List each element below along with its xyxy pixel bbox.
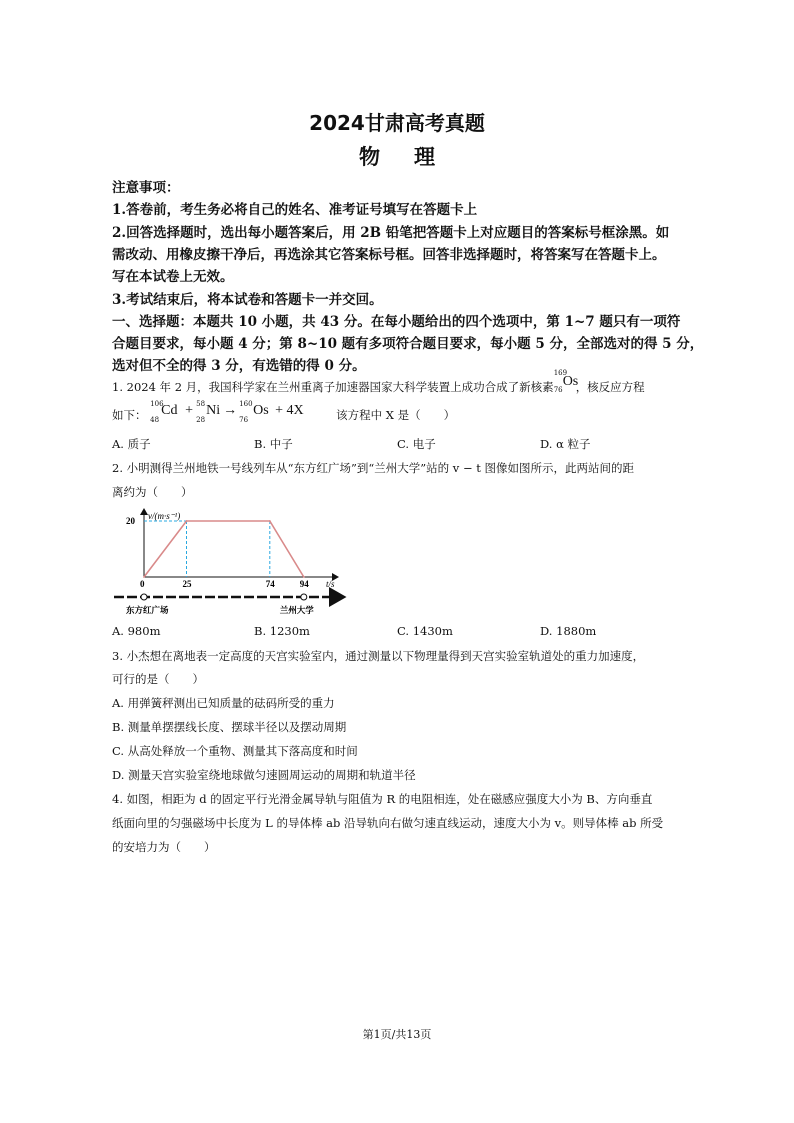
q3-line-1: 3. 小杰想在离地表一定高度的天宫实验室内，通过测量以下物理量得到天宫实验室轨道处的重力加速度， (112, 649, 645, 663)
q1-text: 1. 2024 年 2 月，我国科学家在兰州重离子加速器国家大科学装置上成功合成了新核素 (112, 380, 554, 394)
y-tick-label: 20 (126, 516, 135, 526)
note-line-2: 2.回答选择题时，选出每小题答案后，用 2B 铅笔把答题卡上对应题目的答案标号框涂黑。如 (112, 225, 670, 241)
q2-line-1: 2. 小明测得兰州地铁一号线列车从“东方红广场”到“兰州大学”站的 v − t 图像如图所示，此两站间的距 (112, 461, 635, 475)
q2-option-d[interactable]: D. 1880m (540, 624, 597, 638)
y-axis-label: v/(m·s⁻¹) (148, 511, 181, 521)
note-line-1: 1.答卷前，考生务必将自己的姓名、准考证号填写在答题卡上 (112, 202, 478, 218)
subject-title: 物理 (359, 145, 469, 169)
q1-option-b[interactable]: B. 中子 (254, 437, 293, 451)
note-line-5: 3.考试结束后，将本试卷和答题卡一并交回。 (112, 292, 383, 308)
q2-option-c[interactable]: C. 1430m (397, 624, 453, 638)
start-station-label: 东方红广场 (126, 606, 169, 616)
q1-option-a[interactable]: A. 质子 (112, 437, 151, 451)
q3-line-2: 可行的是（ ） (112, 672, 204, 686)
note-line-4: 写在本试卷上无效。 (112, 269, 234, 285)
q2-line-2: 离约为（ ） (112, 485, 193, 499)
section-line-1: 一、选择题：本题共 10 小题，共 43 分。在每小题给出的四个选项中，第 1~7 题只有一项符 (112, 314, 681, 330)
q1-text-end: ，核反应方程 (575, 380, 645, 394)
x-axis-label: t/s (326, 579, 335, 589)
q1-option-d[interactable]: D. α 粒子 (540, 437, 591, 451)
x-tick-label: 74 (265, 579, 275, 589)
q4-line-2: 纸面向里的匀强磁场中长度为 L 的导体棒 ab 沿导轨向右做匀速直线运动，速度大小为 v。则导体棒 ab 所受 (112, 816, 664, 830)
x-tick-label: 94 (299, 579, 309, 589)
q1-option-c[interactable]: C. 电子 (397, 437, 436, 451)
q3-option-b[interactable]: B. 测量单摆摆线长度、摆球半径以及摆动周期 (112, 720, 347, 734)
q2-option-b[interactable]: B. 1230m (254, 624, 310, 638)
page-number: 第1页/共13页 (362, 1028, 432, 1041)
x-tick-label: 25 (182, 579, 192, 589)
document-title: 2024甘肃高考真题 (309, 111, 485, 135)
velocity-line (144, 521, 304, 577)
q1-line-2: 如下： 106 48 Cd + 58 28 Ni → 160 76 Os + 4X 该方程中 X 是（ ） (112, 400, 456, 424)
data-point (143, 576, 145, 578)
q4-line-3: 的安培力为（ ） (112, 840, 216, 854)
q1-line-1 (112, 369, 645, 395)
section-line-3: 选对但不全的得 3 分，有选错的得 0 分。 (112, 358, 366, 374)
data-point (269, 520, 271, 522)
note-line-3: 需改动、用橡皮擦干净后，再选涂其它答案标号框。回答非选择题时，将答案写在答题卡上。 (112, 247, 666, 263)
end-station-label: 兰州大学 (279, 606, 314, 616)
end-station-dot (301, 594, 307, 600)
q2-option-a[interactable]: A. 980m (112, 624, 161, 638)
q3-option-d[interactable]: D. 测量天宫实验室绕地球做匀速圆周运动的周期和轨道半径 (112, 768, 416, 782)
q3-option-c[interactable]: C. 从高处释放一个重物、测量其下落高度和时间 (112, 744, 358, 758)
section-line-2: 合题目要求，每小题 4 分；第 8~10 题有多项符合题目要求，每小题 5 分，全部选对的得 5 分， (112, 336, 704, 352)
notes-heading: 注意事项： (112, 180, 180, 196)
q3-option-a[interactable]: A. 用弹簧秤测出已知质量的砝码所受的重力 (112, 696, 335, 710)
x-tick-label: 0 (140, 579, 145, 589)
q4-line-1: 4. 如图，相距为 d 的固定平行光滑金属导轨与阻值为 R 的电阻相连，处在磁感应强度大小为 B、方向垂直 (112, 792, 653, 806)
data-point (303, 576, 305, 578)
q1-nuclide: 169 76 Os (553, 369, 579, 394)
vt-chart (108, 505, 358, 621)
data-point (186, 520, 188, 522)
nuclear-equation: 106 48 Cd + 58 28 Ni → 160 76 Os + 4X (150, 400, 304, 424)
start-station-dot (141, 594, 147, 600)
